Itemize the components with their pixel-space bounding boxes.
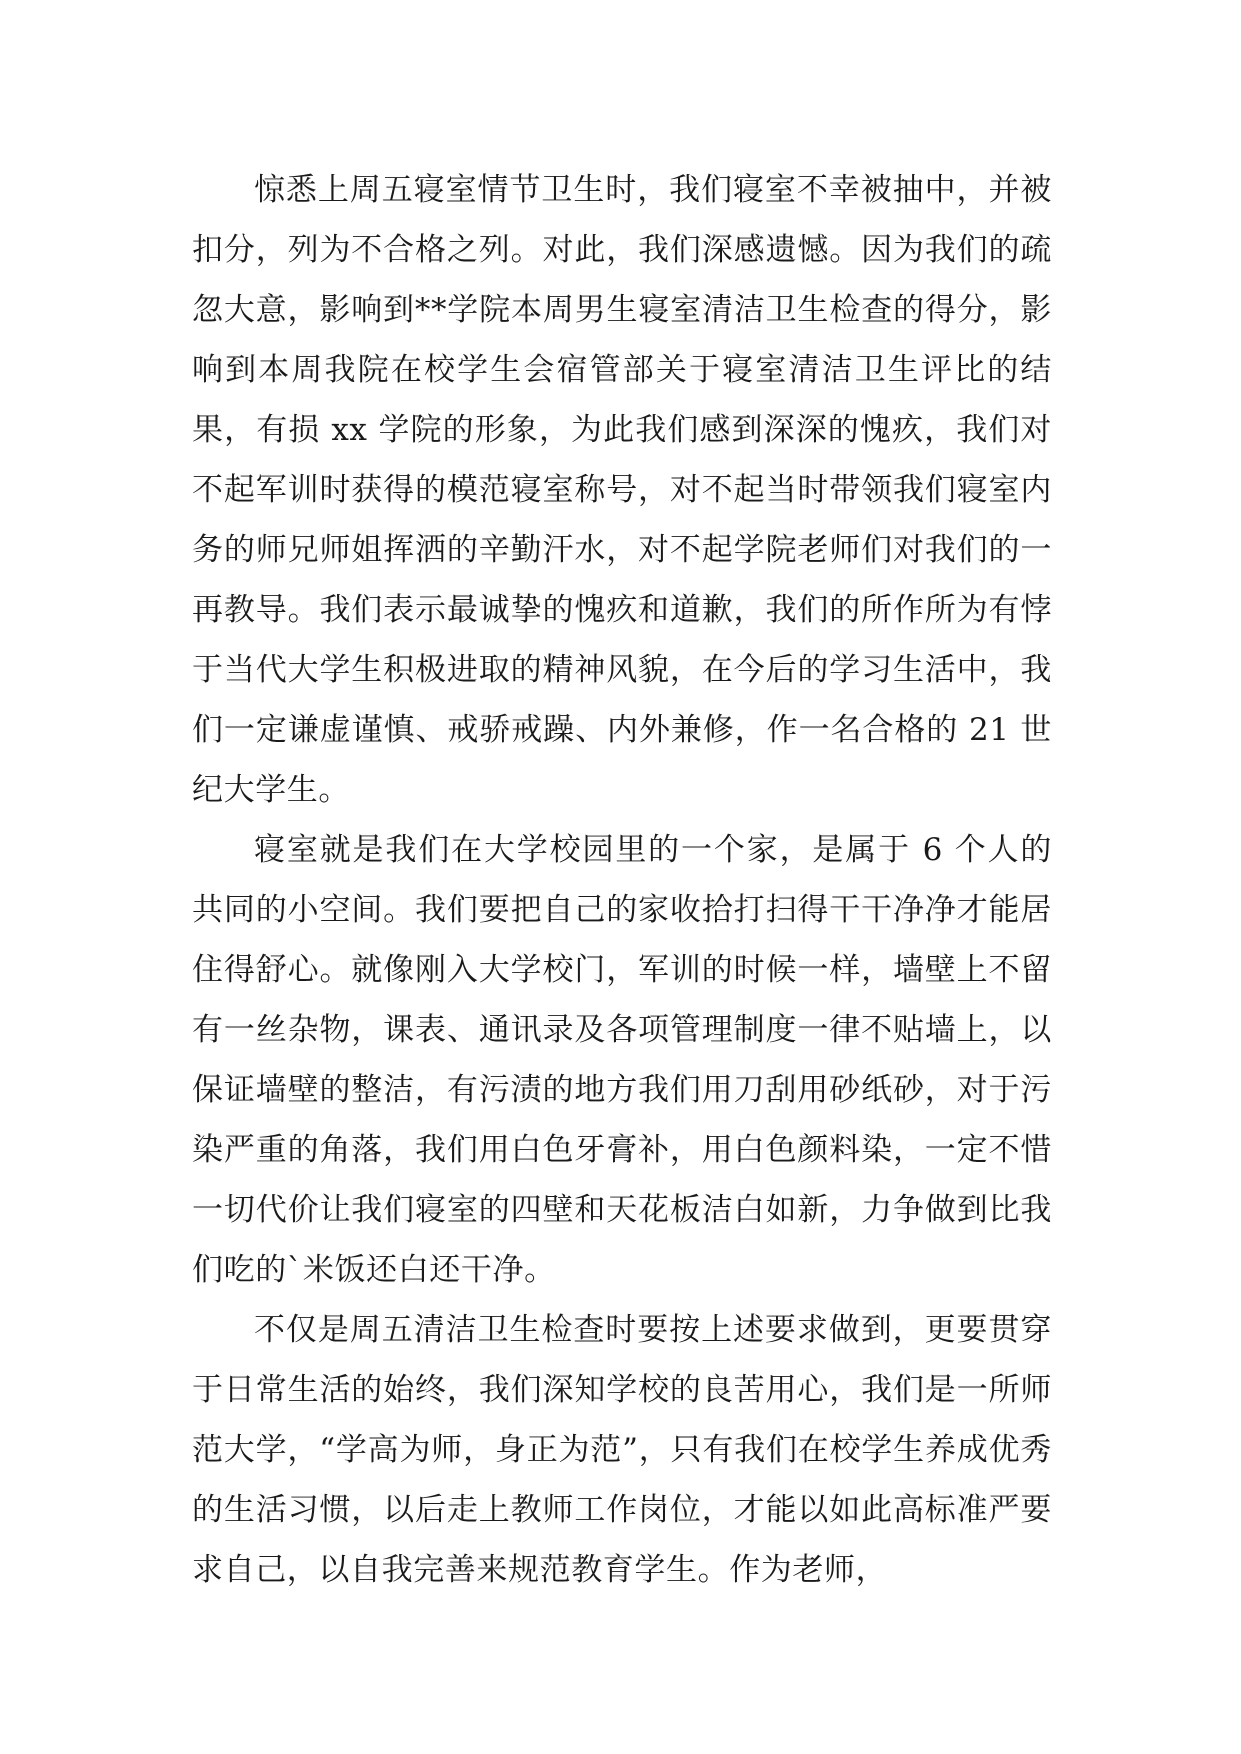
paragraph-1: 惊悉上周五寝室情节卫生时，我们寝室不幸被抽中，并被扣分，列为不合格之列。对此，我们深感遗憾。因为我们的疏忽大意，影响到**学院本周男生寝室清洁卫生检查的得分，影响到本周我院在校学生会宿管部关于寝室清洁卫生评比的结果，有损 xx 学院的形象，为此我们感到深深的愧疚，我们对不起军训时获得的模范寝室称号，对不起当时带领我们寝室内务的师兄师姐挥洒的辛勤汗水，对不起学院老师们对我们的一再教导。我们表示最诚挚的愧疚和道歉，我们的所作所为有悖于当代大学生积极进取的精神风貌，在今后的学习生活中，我们一定谦虚谨慎、戒骄戒躁、内外兼修，作一名合格的 21 世纪大学生。	[192, 172, 1052, 808]
document-body	[192, 160, 1052, 1600]
paragraph-3: 不仅是周五清洁卫生检查时要按上述要求做到，更要贯穿于日常生活的始终，我们深知学校的良苦用心，我们是一所师范大学，“学高为师，身正为范”，只有我们在校学生养成优秀的生活习惯，以后走上教师工作岗位，才能以如此高标准严要求自己，以自我完善来规范教育学生。作为老师，	[192, 1312, 1052, 1588]
paragraph-2: 寝室就是我们在大学校园里的一个家，是属于 6 个人的共同的小空间。我们要把自己的家收拾打扫得干干净净才能居住得舒心。就像刚入大学校门，军训的时候一样，墙壁上不留有一丝杂物，课表、通讯录及各项管理制度一律不贴墙上，以保证墙壁的整洁，有污渍的地方我们用刀刮用砂纸砂，对于污染严重的角落，我们用白色牙膏补，用白色颜料染，一定不惜一切代价让我们寝室的四壁和天花板洁白如新，力争做到比我们吃的`米饭还白还干净。	[192, 832, 1052, 1288]
